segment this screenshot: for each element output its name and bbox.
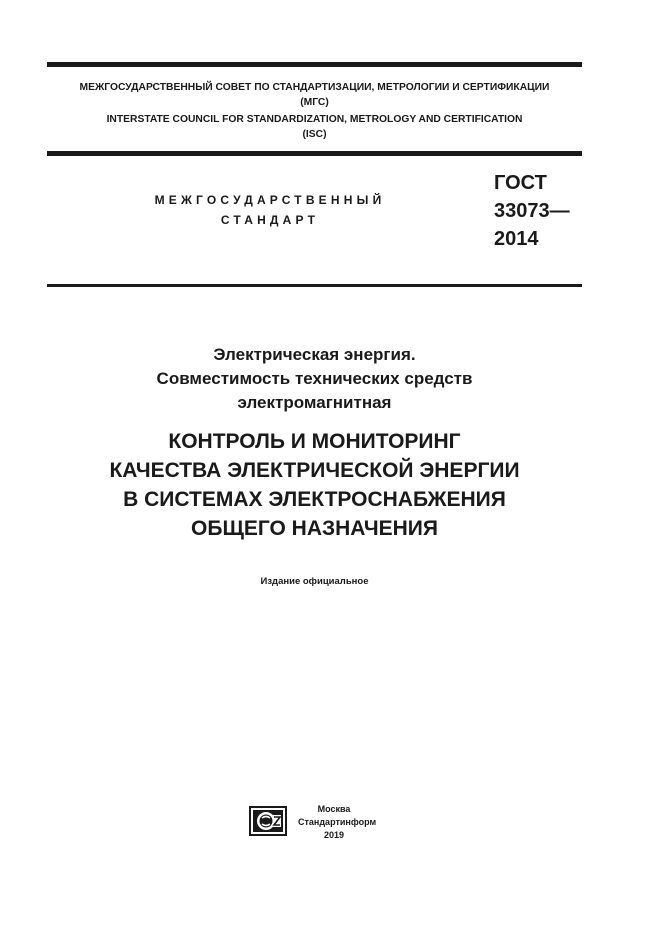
publisher-name: Стандартинформ <box>298 817 377 827</box>
publisher-imprint <box>298 803 377 842</box>
publication-year: 2019 <box>323 830 345 840</box>
gost-designation <box>494 169 584 253</box>
standartinform-logo-icon <box>249 806 287 836</box>
middle-rule <box>47 151 582 156</box>
gost-year: 2014 <box>494 228 539 250</box>
publisher-city: Москва <box>317 804 351 814</box>
council-ru-line-1: МЕЖГОСУДАРСТВЕННЫЙ СОВЕТ ПО СТАНДАРТИЗАЦИИ, МЕТРОЛОГИИ И СЕРТИФИКАЦИИ <box>79 82 550 93</box>
council-ru-abbreviation: (МГС) <box>300 97 329 108</box>
lower-rule <box>47 284 582 287</box>
standard-type-line-1: МЕЖГОСУДАРСТВЕННЫЙ <box>154 193 386 207</box>
title-line-3: В СИСТЕМАХ ЭЛЕКТРОСНАБЖЕНИЯ <box>123 488 506 511</box>
title-line-4: ОБЩЕГО НАЗНАЧЕНИЯ <box>191 517 438 540</box>
title-line-2: КАЧЕСТВА ЭЛЕКТРИЧЕСКОЙ ЭНЕРГИИ <box>109 459 520 482</box>
title-line-1: КОНТРОЛЬ И МОНИТОРИНГ <box>168 430 461 453</box>
council-name-en <box>47 112 582 142</box>
council-en-abbreviation: (ISC) <box>302 129 327 140</box>
top-rule <box>47 62 582 67</box>
standard-type-line-2: СТАНДАРТ <box>220 213 320 227</box>
gost-label: ГОСТ <box>494 172 547 194</box>
subtitle-line-3: электромагнитная <box>237 393 392 412</box>
gost-number: 33073— <box>494 200 570 222</box>
subtitle-line-2: Совместимость технических средств <box>156 369 473 388</box>
edition-label: Издание официальное <box>260 576 369 587</box>
council-name-ru <box>47 80 582 110</box>
subtitle-line-1: Электрическая энергия. <box>213 345 416 364</box>
document-subtitle <box>47 343 582 415</box>
council-en-line-1: INTERSTATE COUNCIL FOR STANDARDIZATION, METROLOGY AND CERTIFICATION <box>106 114 523 125</box>
document-title <box>47 427 582 543</box>
